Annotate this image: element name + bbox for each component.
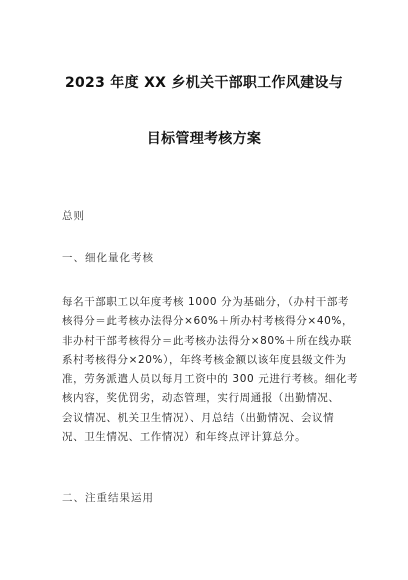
paragraph-line: 会议情况、机关卫生情况）、月总结（出勤情况、会议情 bbox=[62, 411, 335, 424]
paragraph-line: 准，劳务派遣人员以每月工资中的 300 元进行考核。细化考 bbox=[62, 373, 359, 386]
document-title-line-2: 目标管理考核方案 bbox=[146, 131, 262, 147]
paragraph-line: 核内容，奖优罚劣，动态管理，实行周通报（出勤情况、 bbox=[62, 392, 340, 405]
section-1-paragraph bbox=[62, 293, 358, 447]
paragraph-line: 非办村干部考核得分＝此考核办法得分×80%＋所在线办联 bbox=[62, 334, 352, 347]
section-2-heading: 二、注重结果运用 bbox=[62, 492, 154, 504]
section-1-heading: 一、细化量化考核 bbox=[62, 252, 154, 264]
paragraph-line: 核得分＝此考核办法得分×60%＋所办村考核得分×40%， bbox=[62, 315, 354, 328]
document-title-line-1: 2023 年度 XX 乡机关干部职工作风建设与 bbox=[64, 75, 344, 91]
section-general-heading: 总则 bbox=[62, 210, 85, 222]
paragraph-line: 每名干部职工以年度考核 1000 分为基础分，（办村干部考 bbox=[62, 296, 350, 308]
paragraph-line: 系村考核得分×20%），年终考核金额以该年度县级文件为 bbox=[62, 353, 347, 366]
paragraph-line: 况、卫生情况、工作情况）和年终点评计算总分。 bbox=[62, 431, 307, 444]
